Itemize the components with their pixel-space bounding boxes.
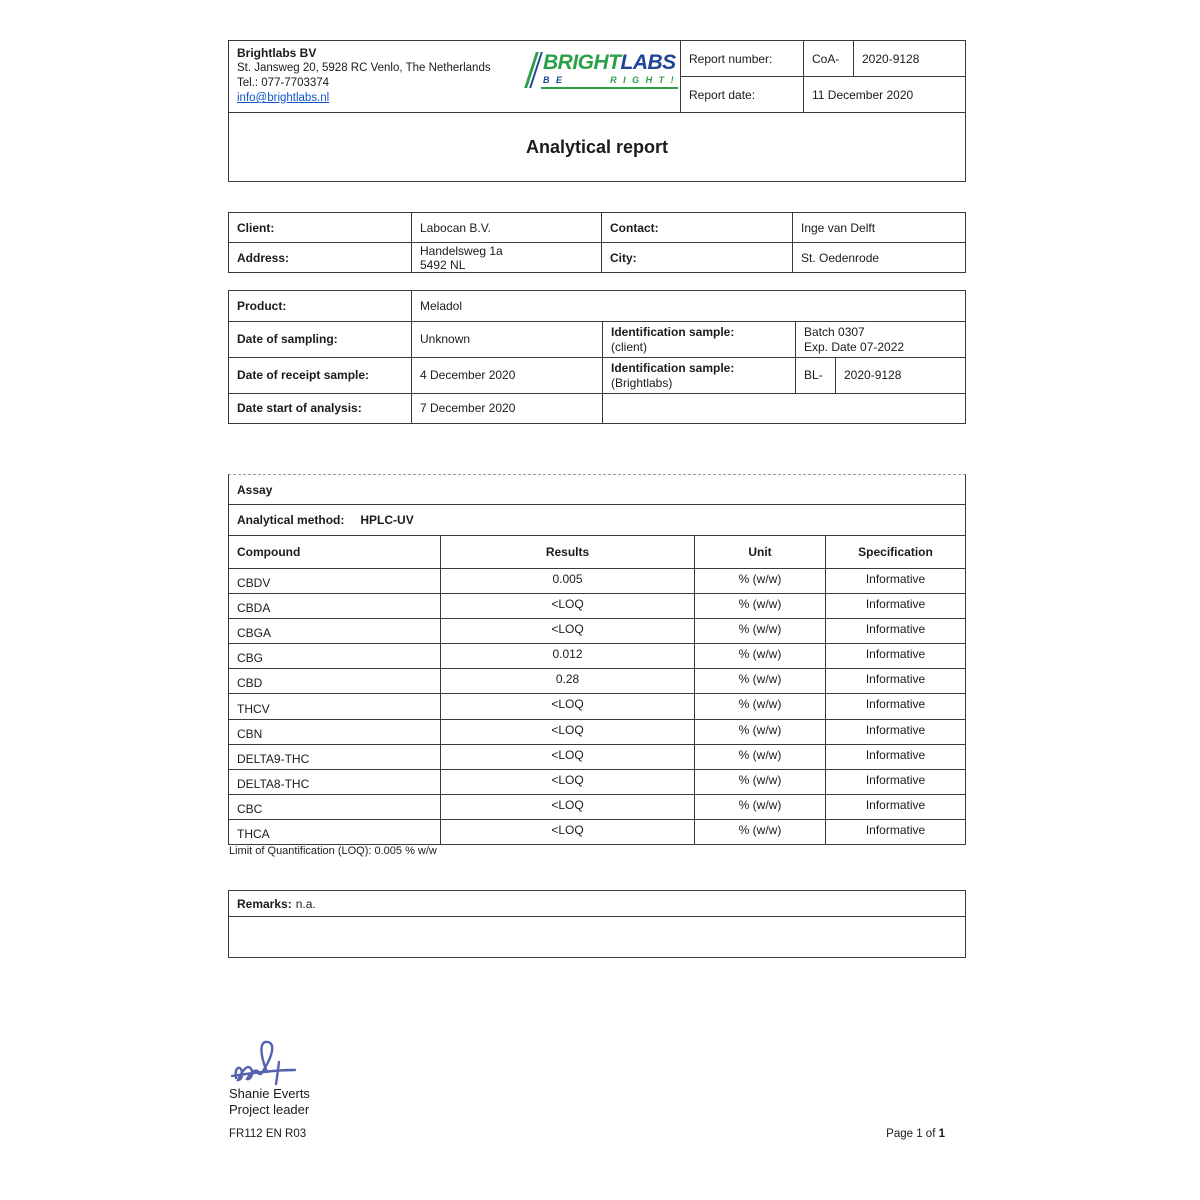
column-header-specification: Specification <box>858 545 933 559</box>
unit-cell: % (w/w) <box>695 619 826 643</box>
result-cell: 0.005 <box>441 569 695 593</box>
brightlabs-logo <box>529 52 678 89</box>
assay-row <box>229 568 965 593</box>
remarks-value: n.a. <box>295 896 316 911</box>
analysis-start-value: 7 December 2020 <box>420 401 516 415</box>
report-header-table <box>228 40 966 182</box>
address-label: Address: <box>229 243 412 272</box>
specification-cell: Informative <box>865 622 926 637</box>
client-table <box>228 212 966 273</box>
specification-cell: Informative <box>865 772 926 787</box>
city-value: St. Oedenrode <box>801 250 880 265</box>
assay-section-title: Assay <box>229 475 965 505</box>
compound-cell: DELTA9-THC <box>229 745 441 769</box>
specification-cell: Informative <box>865 797 926 812</box>
column-header-compound: Compound <box>229 536 441 568</box>
unit-cell: % (w/w) <box>695 669 826 693</box>
product-label: Product: <box>237 298 287 313</box>
sampling-date-value: Unknown <box>420 332 471 346</box>
result-cell: 0.012 <box>441 644 695 668</box>
lab-address: St. Jansweg 20, 5928 RC Venlo, The Netherlands <box>237 62 491 74</box>
report-date-label: Report date: <box>681 77 804 112</box>
compound-cell: CBD <box>229 669 441 693</box>
compound-cell: CBDV <box>229 569 441 593</box>
specification-cell: Informative <box>865 672 926 687</box>
analytical-method-row <box>229 505 965 536</box>
result-cell: <LOQ <box>441 770 695 794</box>
logo-sub-right: R I G H T ! <box>610 75 676 85</box>
compound-cell: CBC <box>229 795 441 819</box>
receipt-date-value: 4 December 2020 <box>420 368 516 382</box>
assay-row <box>229 618 965 643</box>
report-number-value: 2020-9128 <box>862 51 920 66</box>
analysis-start-label: Date start of analysis: <box>237 401 362 415</box>
lab-contact-block <box>237 46 491 106</box>
compound-cell: DELTA8-THC <box>229 770 441 794</box>
result-cell: <LOQ <box>441 820 695 844</box>
specification-cell: Informative <box>865 597 926 612</box>
compound-cell: THCV <box>229 694 441 718</box>
receipt-date-label: Date of receipt sample: <box>237 368 370 382</box>
unit-cell: % (w/w) <box>695 569 826 593</box>
signatory-role: Project leader <box>229 1102 310 1117</box>
result-cell: <LOQ <box>441 745 695 769</box>
unit-cell: % (w/w) <box>695 770 826 794</box>
id-sample-lab-label: Identification sample: (Brightlabs) <box>611 360 735 390</box>
assay-row <box>229 819 965 844</box>
id-sample-client-value: Batch 0307 Exp. Date 07-2022 <box>804 324 905 354</box>
unit-cell: % (w/w) <box>695 644 826 668</box>
sampling-date-label: Date of sampling: <box>237 332 338 346</box>
remarks-empty-row <box>229 917 965 957</box>
client-label: Client: <box>229 213 412 242</box>
compound-cell: CBGA <box>229 619 441 643</box>
logo-sub-be: B E <box>543 75 565 85</box>
result-cell: <LOQ <box>441 694 695 718</box>
page-title: Analytical report <box>525 136 669 157</box>
assay-row <box>229 693 965 718</box>
specification-cell: Informative <box>865 697 926 712</box>
assay-row <box>229 794 965 819</box>
product-value: Meladol <box>420 298 463 313</box>
contact-value: Inge van Delft <box>801 220 876 235</box>
specification-cell: Informative <box>865 747 926 762</box>
specification-cell: Informative <box>865 722 926 737</box>
assay-results-table <box>228 474 966 845</box>
address-value: Handelsweg 1a 5492 NL <box>412 243 602 272</box>
analytical-method-label: Analytical method: <box>237 513 345 527</box>
report-date-value: 11 December 2020 <box>812 87 914 102</box>
lab-phone: Tel.: 077-7703374 <box>237 77 330 89</box>
specification-cell: Informative <box>865 822 926 837</box>
logo-word-labs: LABS <box>620 51 676 74</box>
column-header-results: Results <box>441 536 695 568</box>
result-cell: 0.28 <box>441 669 695 693</box>
id-sample-client-label: Identification sample: (client) <box>611 324 735 354</box>
id-sample-lab-prefix: BL- <box>804 368 823 382</box>
remarks-label: Remarks: <box>237 896 292 911</box>
city-label: City: <box>602 243 793 272</box>
form-code: FR112 EN R03 <box>229 1128 307 1140</box>
logo-word-bright: BRIGHT <box>543 51 621 74</box>
unit-cell: % (w/w) <box>695 795 826 819</box>
compound-cell: CBDA <box>229 594 441 618</box>
handwritten-signature <box>229 1036 301 1086</box>
id-sample-lab-value: 2020-9128 <box>844 368 902 382</box>
signatory-name: Shanie Everts <box>229 1086 310 1101</box>
unit-cell: % (w/w) <box>695 720 826 744</box>
unit-cell: % (w/w) <box>695 820 826 844</box>
logo-slashes-icon <box>529 52 541 89</box>
client-value: Labocan B.V. <box>412 213 602 242</box>
assay-row <box>229 719 965 744</box>
assay-row <box>229 744 965 769</box>
report-meta-block <box>680 41 965 112</box>
contact-label: Contact: <box>602 213 793 242</box>
unit-cell: % (w/w) <box>695 745 826 769</box>
loq-footnote: Limit of Quantification (LOQ): 0.005 % w/w <box>229 845 437 857</box>
compound-cell: CBG <box>229 644 441 668</box>
assay-row <box>229 668 965 693</box>
report-number-label: Report number: <box>681 41 804 76</box>
remarks-table <box>228 890 966 958</box>
lab-email-link[interactable]: info@brightlabs.nl <box>237 92 330 104</box>
assay-row <box>229 643 965 668</box>
assay-header-row <box>229 536 965 568</box>
assay-row <box>229 769 965 794</box>
analytical-method-value: HPLC-UV <box>360 513 414 527</box>
compound-cell: THCA <box>229 820 441 844</box>
unit-cell: % (w/w) <box>695 594 826 618</box>
specification-cell: Informative <box>865 647 926 662</box>
sample-info-table <box>228 290 966 424</box>
unit-cell: % (w/w) <box>695 694 826 718</box>
page-indicator: Page 1 of 1 <box>886 1128 945 1140</box>
column-header-unit: Unit <box>695 536 826 568</box>
result-cell: <LOQ <box>441 594 695 618</box>
result-cell: <LOQ <box>441 619 695 643</box>
lab-name: Brightlabs BV <box>237 46 317 60</box>
specification-cell: Informative <box>865 572 926 586</box>
result-cell: <LOQ <box>441 795 695 819</box>
assay-row <box>229 593 965 618</box>
report-number-prefix: CoA- <box>804 41 854 76</box>
result-cell: <LOQ <box>441 720 695 744</box>
signatory-block <box>229 1086 310 1118</box>
compound-cell: CBN <box>229 720 441 744</box>
